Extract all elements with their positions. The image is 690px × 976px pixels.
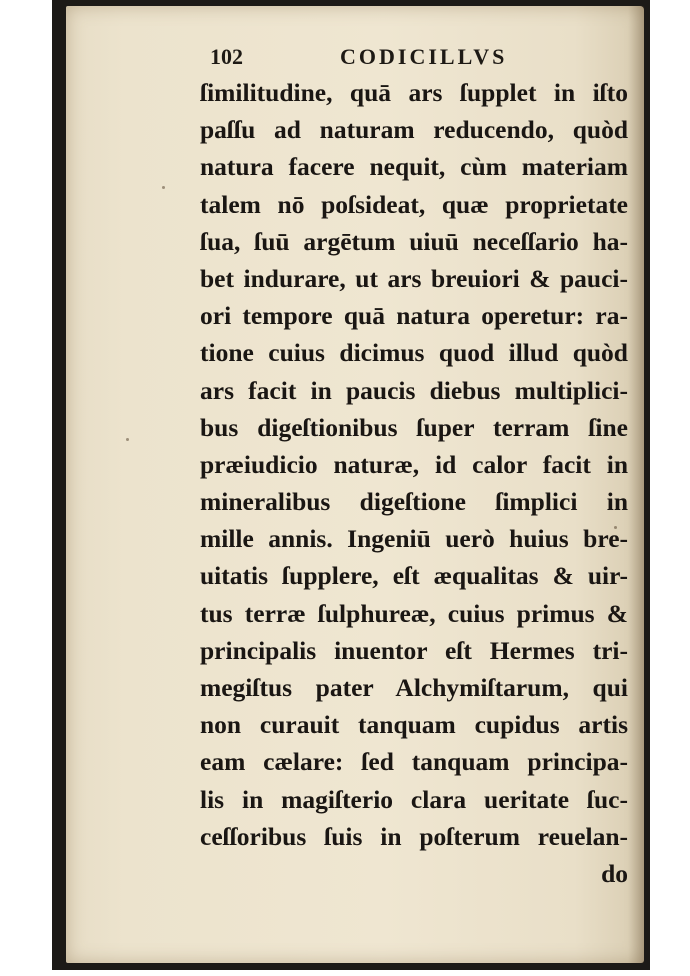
text-line: ceſſoribus ſuis in poſterum reuelan- [200,821,628,851]
text-line: talem nō poſsideat, quæ proprietate [200,189,628,219]
text-line: mille annis. Ingeniū uerò huius bre- [200,524,628,554]
text-line: præiudicio naturæ, id calor facit in [200,449,628,479]
text-line: tione cuius dicimus quod illud quòd [200,338,628,368]
text-line: mineralibus digeſtione ſimplici in [200,487,628,517]
text-line: ſimilitudine, quā ars ſupplet in iſto [200,78,628,107]
text-line: megiſtus pater Alchymiſtarum, qui [200,673,628,702]
text-line: bus digeſtionibus ſuper terram ſine [200,412,628,442]
text-line: paſſu ad naturam reducendo, quòd [200,115,628,145]
text-line: principalis inuentor eſt Hermes tri- [200,635,628,665]
text-line: eam cælare: ſed tanquam principa- [200,747,628,777]
running-title: CODICILLVS [340,44,508,69]
text-line: natura facere nequit, cùm materiam [200,152,628,182]
text-line: uitatis ſupplere, eſt æqualitas & uir- [200,561,628,591]
paper-speck [126,438,129,441]
body-text [200,74,628,892]
paper-speck [162,186,165,189]
catchword: do [601,858,628,888]
text-line: tus terræ ſulphureæ, cuius primus & [200,598,628,628]
text-line: ars facit in paucis diebus multiplici- [200,375,628,405]
text-line: ſua, ſuū argētum uiuū neceſſario ha- [200,226,628,256]
text-line: non curauit tanquam cupidus artis [200,710,628,740]
text-line: bet indurare, ut ars breuiori & pauci- [200,263,628,293]
page-number: 102 [210,44,243,69]
running-head [210,44,610,76]
text-line: lis in magiſterio clara ueritate ſuc- [200,784,628,814]
text-line: ori tempore quā natura operetur: ra- [200,301,628,331]
